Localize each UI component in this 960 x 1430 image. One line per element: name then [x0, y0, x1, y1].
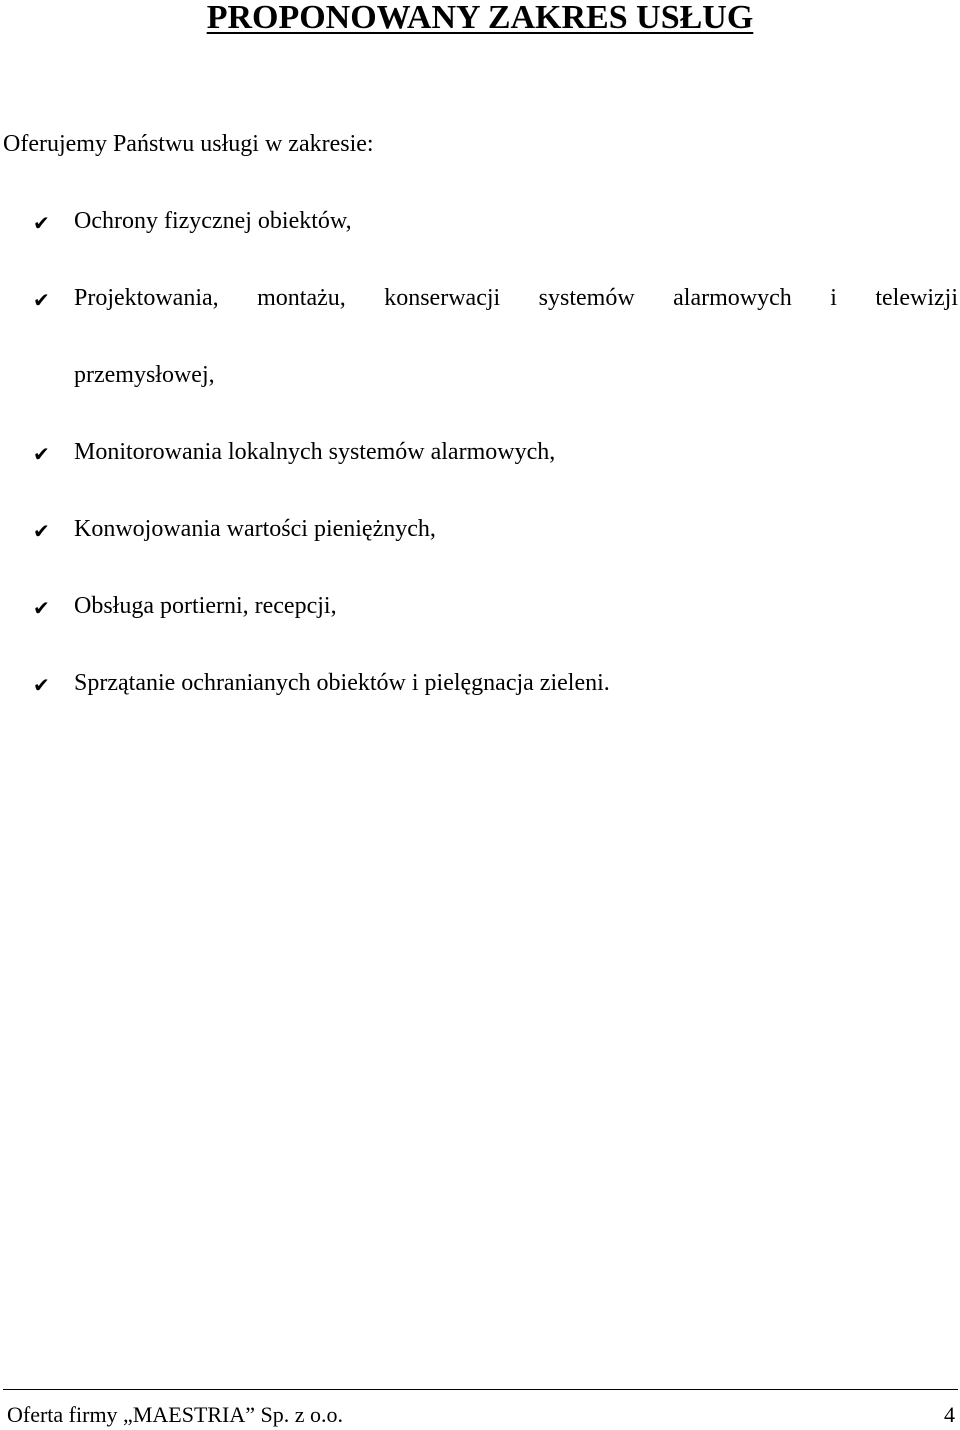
list-item — [0, 282, 960, 391]
intro-text: Oferujemy Państwu usługi w zakresie: — [3, 131, 374, 157]
check-mark-icon: ✔ — [33, 673, 50, 697]
footer-company-text: Oferta firmy „MAESTRIA” Sp. z o.o. — [7, 1402, 344, 1427]
check-mark-icon: ✔ — [33, 288, 50, 312]
page-footer — [3, 1389, 958, 1430]
list-item — [0, 436, 960, 468]
check-mark-icon: ✔ — [33, 519, 50, 543]
list-item-text-continuation: przemysłowej, — [74, 362, 215, 388]
check-mark-icon: ✔ — [33, 442, 50, 466]
list-item — [0, 205, 960, 237]
list-item — [0, 590, 960, 622]
list-item-text: Monitorowania lokalnych systemów alarmowych, — [74, 439, 556, 465]
check-mark-icon: ✔ — [33, 596, 50, 620]
list-item-text: Konwojowania wartości pieniężnych, — [74, 516, 436, 542]
check-mark-icon: ✔ — [33, 211, 50, 235]
list-item-text: Ochrony fizycznej obiektów, — [74, 208, 352, 234]
list-item — [0, 667, 960, 699]
list-item-text: Sprzątanie ochranianych obiektów i pielęgnacja zieleni. — [74, 670, 610, 696]
list-item-text: Projektowania, montażu, konserwacji systemów alarmowych i telewizji — [74, 285, 958, 311]
list-item-text: Obsługa portierni, recepcji, — [74, 593, 337, 619]
list-item — [0, 513, 960, 545]
page-title: PROPONOWANY ZAKRES USŁUG — [206, 0, 754, 36]
services-list — [0, 205, 960, 744]
page-number: 4 — [944, 1402, 955, 1427]
